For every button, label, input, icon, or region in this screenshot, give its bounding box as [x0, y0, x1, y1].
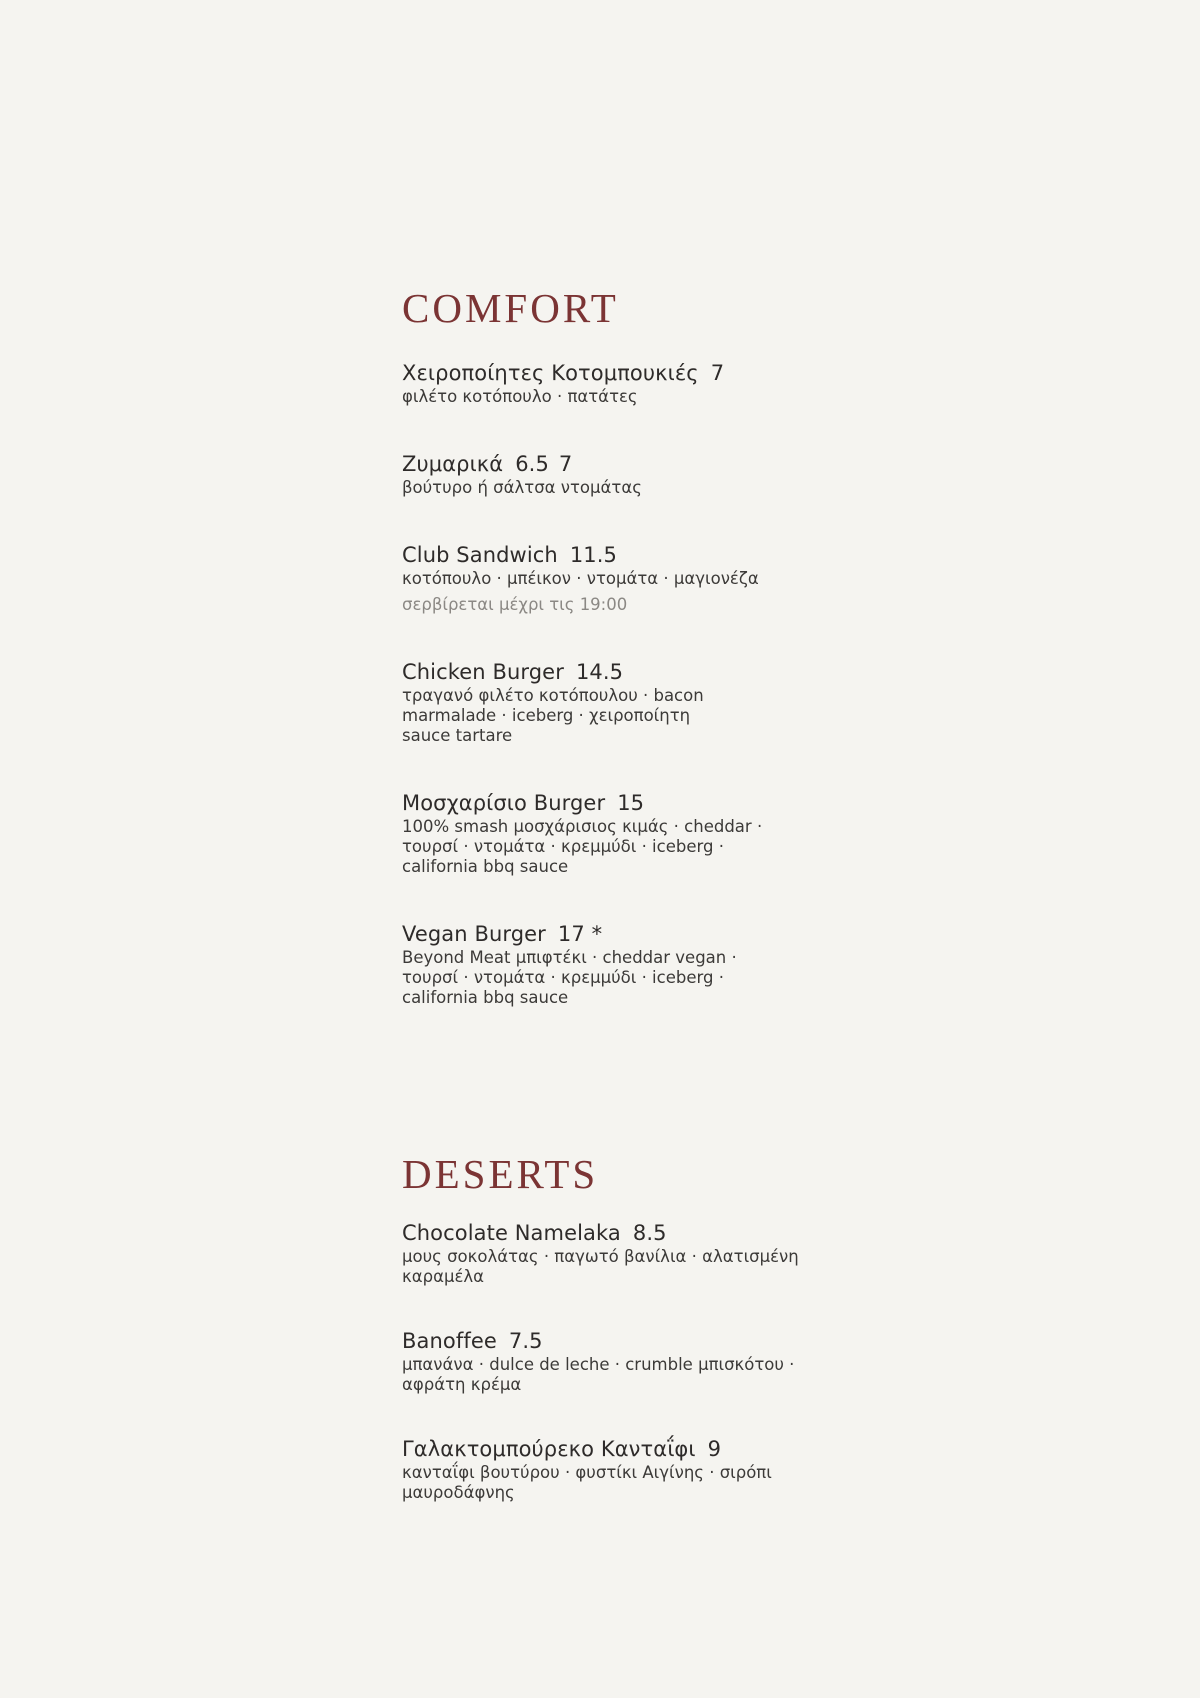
item-description: Beyond Meat μπιφτέκι · cheddar vegan · τουρσί · ντομάτα · κρεμμύδι · iceberg · california bbq sauce — [402, 948, 737, 1007]
section-title-comfort: COMFORT — [402, 285, 619, 331]
item-header — [402, 1328, 962, 1354]
item-header — [402, 1436, 962, 1462]
item-name: Chicken Burger — [402, 660, 564, 684]
item-header — [402, 921, 962, 947]
item-price: 8.5 — [632, 1221, 667, 1245]
item-price-alt: 7 — [558, 452, 573, 476]
item-description: μους σοκολάτας · παγωτό βανίλια · αλατισμένη καραμέλα — [402, 1247, 799, 1286]
item-price: 6.5 — [515, 452, 549, 476]
menu-item — [402, 1436, 962, 1503]
menu-item — [402, 451, 962, 498]
item-price: 15 — [617, 791, 645, 815]
section-title-deserts: DESERTS — [402, 1151, 599, 1197]
menu-item — [402, 542, 962, 615]
item-description: κοτόπουλο · μπέικον · ντομάτα · μαγιονέζα — [402, 569, 759, 588]
menu-item — [402, 1328, 962, 1395]
item-price: 7 — [710, 361, 725, 385]
item-header — [402, 659, 962, 685]
item-name: Ζυμαρικά — [402, 452, 504, 476]
item-name: Vegan Burger — [402, 922, 546, 946]
comfort-items — [402, 360, 962, 1008]
item-description: τραγανό φιλέτο κοτόπουλου · bacon marmalade · iceberg · χειροποίητη sauce tartare — [402, 686, 704, 745]
item-name: Chocolate Namelaka — [402, 1221, 621, 1245]
item-name: Club Sandwich — [402, 543, 558, 567]
item-header — [402, 451, 962, 477]
menu-item — [402, 659, 962, 746]
item-description: βούτυρο ή σάλτσα ντομάτας — [402, 478, 642, 497]
comfort-section — [402, 285, 962, 1052]
deserts-section — [402, 1151, 962, 1544]
item-header — [402, 790, 962, 816]
item-price: 11.5 — [569, 543, 617, 567]
menu-item — [402, 1220, 962, 1287]
item-price: 9 — [707, 1437, 722, 1461]
item-header — [402, 542, 962, 568]
item-description: μπανάνα · dulce de leche · crumble μπισκότου · αφράτη κρέμα — [402, 1355, 795, 1394]
item-name: Χειροποίητες Κοτομπουκιές — [402, 361, 699, 385]
item-price: 17 * — [557, 922, 603, 946]
item-name: Γαλακτομπούρεκο Κανταΐφι — [402, 1437, 696, 1461]
item-description: κανταΐφι βουτύρου · φυστίκι Αιγίνης · σιρόπι μαυροδάφνης — [402, 1463, 772, 1502]
item-name: Banoffee — [402, 1329, 497, 1353]
item-note: σερβίρεται μέχρι τις 19:00 — [402, 595, 628, 614]
item-price: 7.5 — [508, 1329, 543, 1353]
item-name: Μοσχαρίσιο Burger — [402, 791, 606, 815]
item-header — [402, 1220, 962, 1246]
menu-item — [402, 360, 962, 407]
deserts-items — [402, 1220, 962, 1503]
item-description: φιλέτο κοτόπουλο · πατάτες — [402, 387, 638, 406]
item-header — [402, 360, 962, 386]
item-description: 100% smash μοσχάρισιος κιμάς · cheddar · τουρσί · ντομάτα · κρεμμύδι · iceberg · california bbq sauce — [402, 817, 763, 876]
menu-item — [402, 921, 962, 1008]
item-price: 14.5 — [575, 660, 624, 684]
menu-item — [402, 790, 962, 877]
